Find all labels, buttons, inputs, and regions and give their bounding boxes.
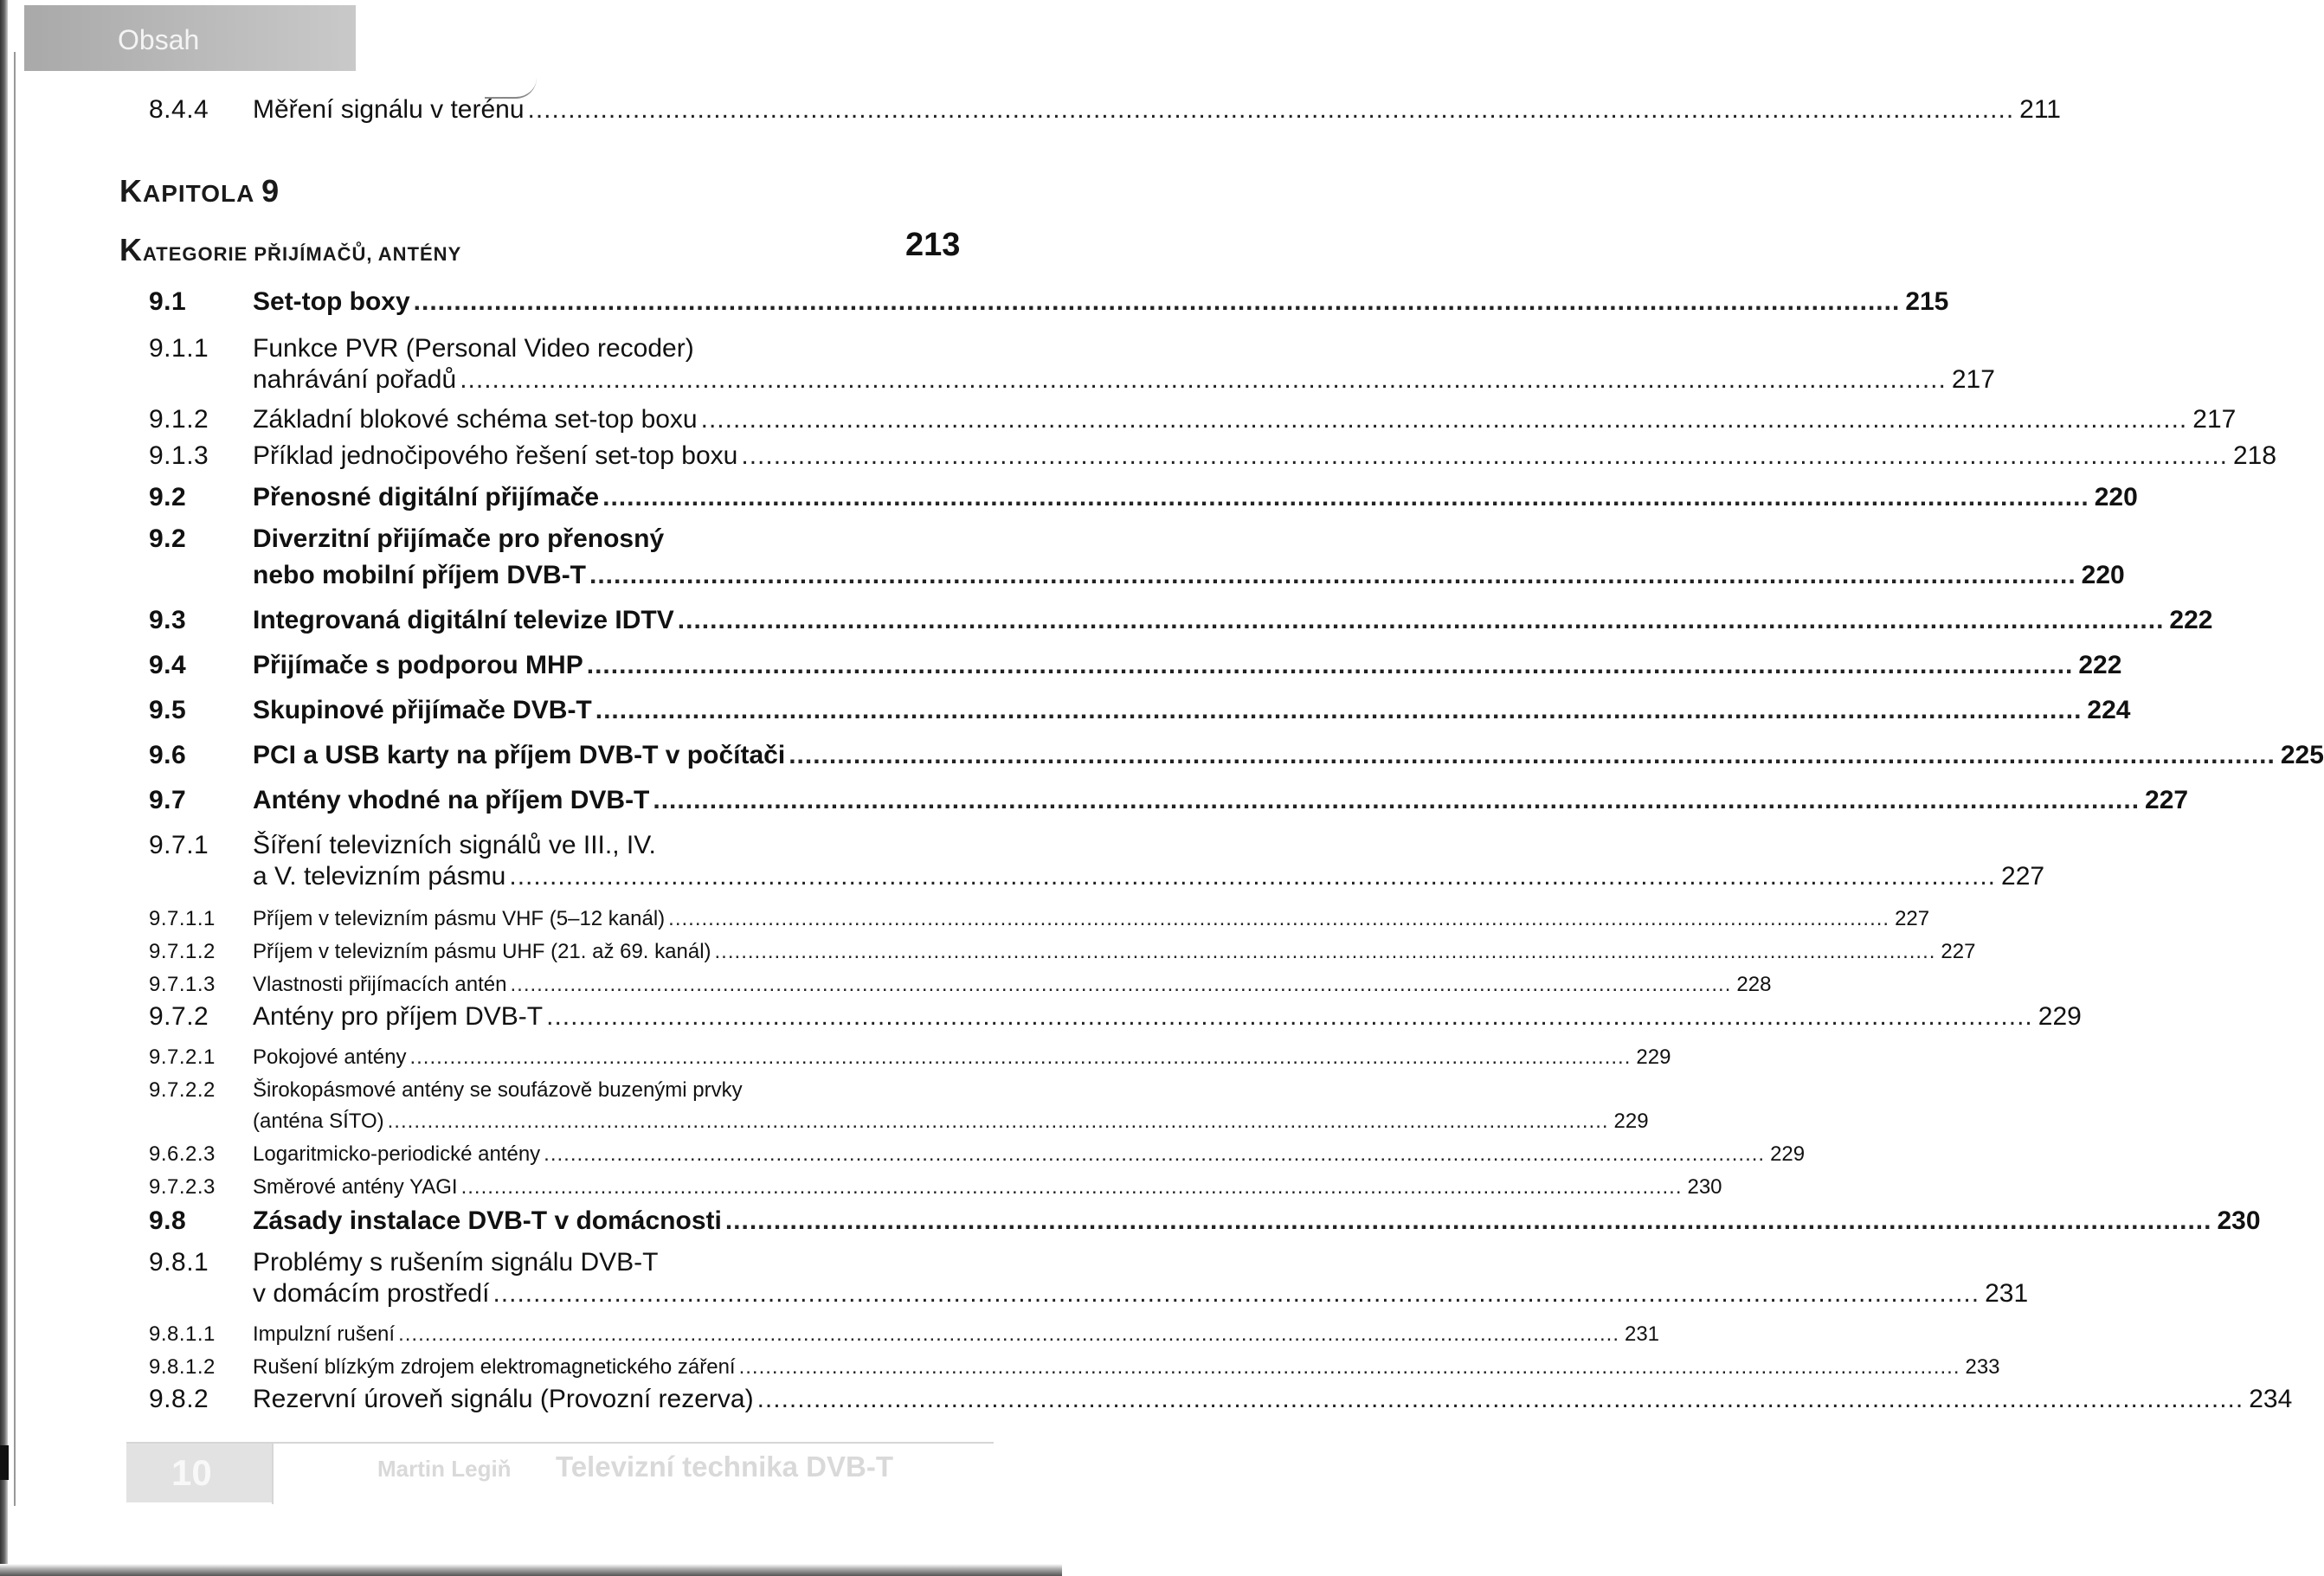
show-through-ghost-text: [762, 160, 995, 273]
footer-author: Martin Legiň: [377, 1456, 512, 1482]
toc-entry[interactable]: [0, 481, 2138, 518]
toc-title: Vlastnosti přijímacích antén: [253, 973, 507, 996]
toc-title: Antény vhodné na příjem DVB-T: [253, 786, 650, 814]
toc-entry[interactable]: [0, 784, 2189, 820]
page-bottom-edge: [0, 1564, 1062, 1576]
toc-entry[interactable]: [0, 604, 2213, 640]
toc-leader: ........................................................................................................................................................................................: [460, 1175, 1683, 1199]
toc-number: 9.3: [149, 606, 187, 634]
toc-title: Rezervní úroveň signálu (Provozní rezerva): [253, 1385, 754, 1413]
toc-leader: ........................................................................................................................................................................................: [668, 907, 1890, 930]
toc-entry[interactable]: [0, 1135, 1806, 1172]
toc-entry[interactable]: [0, 93, 2061, 130]
toc-title: Příjem v televizním pásmu VHF (5–12 kanál): [253, 907, 666, 930]
toc-page: 231: [1624, 1322, 1660, 1346]
toc-leader: ........................................................................................................................................................................................: [677, 606, 2165, 634]
toc-title: Impulzní rušení: [253, 1322, 396, 1346]
toc-page: 227: [2001, 862, 2045, 891]
toc-title: Skupinové přijímače DVB-T: [253, 696, 592, 724]
section-header-tab: [24, 5, 356, 71]
toc-number: 9.8.1: [149, 1248, 209, 1277]
toc-entry[interactable]: [0, 966, 1772, 1002]
toc-leader: ........................................................................................................................................................................................: [387, 1110, 1609, 1133]
toc-page: 224: [2087, 696, 2131, 724]
toc-page: 234: [2249, 1385, 2293, 1413]
toc-entry[interactable]: [0, 933, 1976, 969]
toc-page: 229: [1636, 1045, 1671, 1069]
toc-title: Měření signálu v terénu: [253, 95, 525, 124]
toc-page: 230: [1687, 1175, 1722, 1199]
toc-title: Širokopásmové antény se soufázově buzenými prvky: [253, 1078, 743, 1102]
toc-leader: ........................................................................................................................................................................................: [510, 973, 1732, 996]
toc-number: 9.8.1.1: [149, 1322, 216, 1346]
toc-title-cont: a V. televizním pásmu: [253, 862, 506, 891]
toc-page: 222: [2169, 606, 2213, 634]
toc-leader: ........................................................................................................................................................................................: [789, 741, 2276, 769]
toc-leader: ........................................................................................................................................................................................: [595, 696, 2083, 724]
toc-page: 218: [2233, 441, 2277, 470]
toc-entry[interactable]: [0, 1383, 2293, 1419]
edge-mark: [0, 1445, 9, 1480]
toc-entry[interactable]: [0, 1168, 1722, 1205]
toc-leader: ........................................................................................................................................................................................: [741, 441, 2228, 470]
toc-title: Integrovaná digitální televize IDTV: [253, 606, 674, 634]
toc-number: 9.2: [149, 524, 187, 553]
toc-page: 222: [2078, 651, 2122, 679]
toc-leader: ........................................................................................................................................................................................: [589, 561, 2076, 589]
toc-title: Antény pro příjem DVB-T: [253, 1002, 544, 1031]
toc-number: 9.1.2: [149, 405, 209, 434]
toc-number: 8.4.4: [149, 95, 209, 124]
toc-leader: ........................................................................................................................................................................................: [653, 786, 2141, 814]
chapter-title: KATEGORIE PŘIJÍMAČŮ, ANTÉNY: [119, 232, 462, 267]
toc-title: Problémy s rušením signálu DVB-T: [253, 1248, 659, 1277]
toc-leader: ........................................................................................................................................................................................: [546, 1002, 2033, 1031]
toc-page: 225: [2280, 741, 2324, 769]
toc-entry[interactable]: [0, 739, 2324, 775]
toc-title-cont: (anténa SÍTO): [253, 1110, 384, 1133]
toc-entry-line2[interactable]: [0, 559, 2125, 595]
toc-page: 231: [1985, 1279, 2029, 1308]
toc-title: Set-top boxy: [253, 287, 410, 316]
toc-page: 228: [1736, 973, 1772, 996]
toc-leader: ........................................................................................................................................................................................: [409, 1045, 1632, 1069]
toc-entry[interactable]: [0, 1000, 2082, 1037]
toc-entry-line1[interactable]: [0, 523, 1062, 559]
toc-number: 9.7.1.1: [149, 907, 216, 930]
toc-page: 229: [1770, 1142, 1806, 1166]
toc-page: 217: [2192, 405, 2237, 434]
toc-number: 9.6.2.3: [149, 1142, 216, 1166]
toc-number: 9.5: [149, 696, 187, 724]
chapter-label: KAPITOLA 9: [119, 173, 280, 209]
toc-page: 227: [2145, 786, 2189, 814]
toc-number: 9.8.2: [149, 1385, 209, 1413]
toc-entry[interactable]: [0, 1315, 1660, 1352]
toc-title: PCI a USB karty na příjem DVB-T v počítači: [253, 741, 786, 769]
footer-book-title: Televizní technika DVB-T: [556, 1451, 893, 1483]
toc-number: 9.7: [149, 786, 187, 814]
toc-page: 233: [1965, 1355, 2000, 1379]
toc-leader: ........................................................................................................................................................................................: [413, 287, 1901, 316]
toc-title: Diverzitní přijímače pro přenosný: [253, 524, 665, 553]
toc-page: 220: [2081, 561, 2125, 589]
toc-entry-line2[interactable]: [0, 1103, 1649, 1139]
toc-title-cont: nahrávání pořadů: [253, 365, 457, 394]
toc-title: Přijímače s podporou MHP: [253, 651, 583, 679]
toc-entry[interactable]: [0, 694, 2131, 730]
toc-entry-line2[interactable]: [0, 363, 1995, 400]
toc-entry[interactable]: [0, 1205, 2261, 1241]
toc-number: 9.7.2.2: [149, 1078, 216, 1102]
toc-title: Přenosné digitální přijímače: [253, 483, 600, 511]
toc-page: 229: [2038, 1002, 2082, 1031]
chapter-label-text: APITOLA: [143, 180, 254, 207]
toc-leader: ........................................................................................................................................................................................: [492, 1279, 1980, 1308]
toc-number: 9.7.2: [149, 1002, 209, 1031]
toc-number: 9.2: [149, 483, 187, 511]
footer-divider: [272, 1442, 274, 1504]
toc-number: 9.4: [149, 651, 187, 679]
toc-title: Příjem v televizním pásmu UHF (21. až 69. kanál): [253, 940, 711, 963]
toc-leader: ........................................................................................................................................................................................: [544, 1142, 1766, 1166]
section-header-label: Obsah: [118, 24, 200, 55]
toc-page: 215: [1905, 287, 1949, 316]
toc-leader: ........................................................................................................................................................................................: [398, 1322, 1619, 1346]
toc-leader: ........................................................................................................................................................................................: [714, 940, 1936, 963]
toc-title: Základní blokové schéma set-top boxu: [253, 405, 698, 434]
toc-page: 229: [1613, 1110, 1649, 1133]
toc-leader: ........................................................................................................................................................................................: [527, 95, 2015, 124]
toc-title-cont: v domácím prostředí: [253, 1279, 490, 1308]
footer-page-box: [126, 1444, 272, 1502]
toc-entry[interactable]: [0, 1348, 2000, 1385]
toc-entry[interactable]: [0, 286, 1949, 322]
chapter-page: 213: [905, 227, 961, 263]
toc-number: 9.7.1.3: [149, 973, 216, 996]
toc-leader: ........................................................................................................................................................................................: [586, 651, 2074, 679]
toc-number: 9.7.1: [149, 831, 209, 859]
toc-number: 9.6: [149, 741, 187, 769]
toc-entry[interactable]: [0, 403, 2237, 440]
toc-entry[interactable]: [0, 649, 2122, 685]
toc-number: 9.1.3: [149, 441, 209, 470]
toc-page: 217: [1951, 365, 1995, 394]
toc-leader: ........................................................................................................................................................................................: [738, 1355, 1960, 1379]
toc-page: 220: [2094, 483, 2138, 511]
toc-number: 9.1.1: [149, 334, 209, 363]
toc-leader: ........................................................................................................................................................................................: [509, 862, 1997, 891]
footer-page-number: 10: [171, 1452, 212, 1493]
toc-entry[interactable]: [0, 440, 2277, 476]
toc-title: Příklad jednočipového řešení set-top boxu: [253, 441, 738, 470]
toc-page: 211: [2019, 95, 2061, 124]
toc-title: Šíření televizních signálů ve III., IV.: [253, 831, 656, 859]
toc-title: Pokojové antény: [253, 1045, 407, 1069]
toc-title: Směrové antény YAGI: [253, 1175, 458, 1199]
toc-leader: ........................................................................................................................................................................................: [756, 1385, 2244, 1413]
toc-number: 9.8.1.2: [149, 1355, 216, 1379]
toc-entry-line2[interactable]: [0, 1277, 2029, 1314]
toc-number: 9.7.1.2: [149, 940, 216, 963]
toc-number: 9.7.2.3: [149, 1175, 216, 1199]
toc-entry[interactable]: [0, 1039, 1671, 1075]
toc-number: 9.1: [149, 287, 187, 316]
toc-title: Funkce PVR (Personal Video recoder): [253, 334, 694, 363]
toc-title: Rušení blízkým zdrojem elektromagnetického záření: [253, 1355, 736, 1379]
toc-number: 9.7.2.1: [149, 1045, 216, 1069]
toc-leader: ........................................................................................................................................................................................: [602, 483, 2089, 511]
toc-title-cont: nebo mobilní příjem DVB-T: [253, 561, 587, 589]
toc-number: 9.8: [149, 1206, 187, 1235]
toc-page: 230: [2217, 1206, 2261, 1235]
toc-page: 227: [1895, 907, 1930, 930]
toc-title: Zásady instalace DVB-T v domácnosti: [253, 1206, 722, 1235]
toc-entry[interactable]: [0, 900, 1930, 936]
toc-entry-line2[interactable]: [0, 860, 2045, 897]
toc-leader: ........................................................................................................................................................................................: [700, 405, 2188, 434]
toc-leader: ........................................................................................................................................................................................: [724, 1206, 2212, 1235]
toc-page: 227: [1941, 940, 1976, 963]
toc-title: Logaritmicko-periodické antény: [253, 1142, 541, 1166]
toc-leader: ........................................................................................................................................................................................: [460, 365, 1947, 394]
